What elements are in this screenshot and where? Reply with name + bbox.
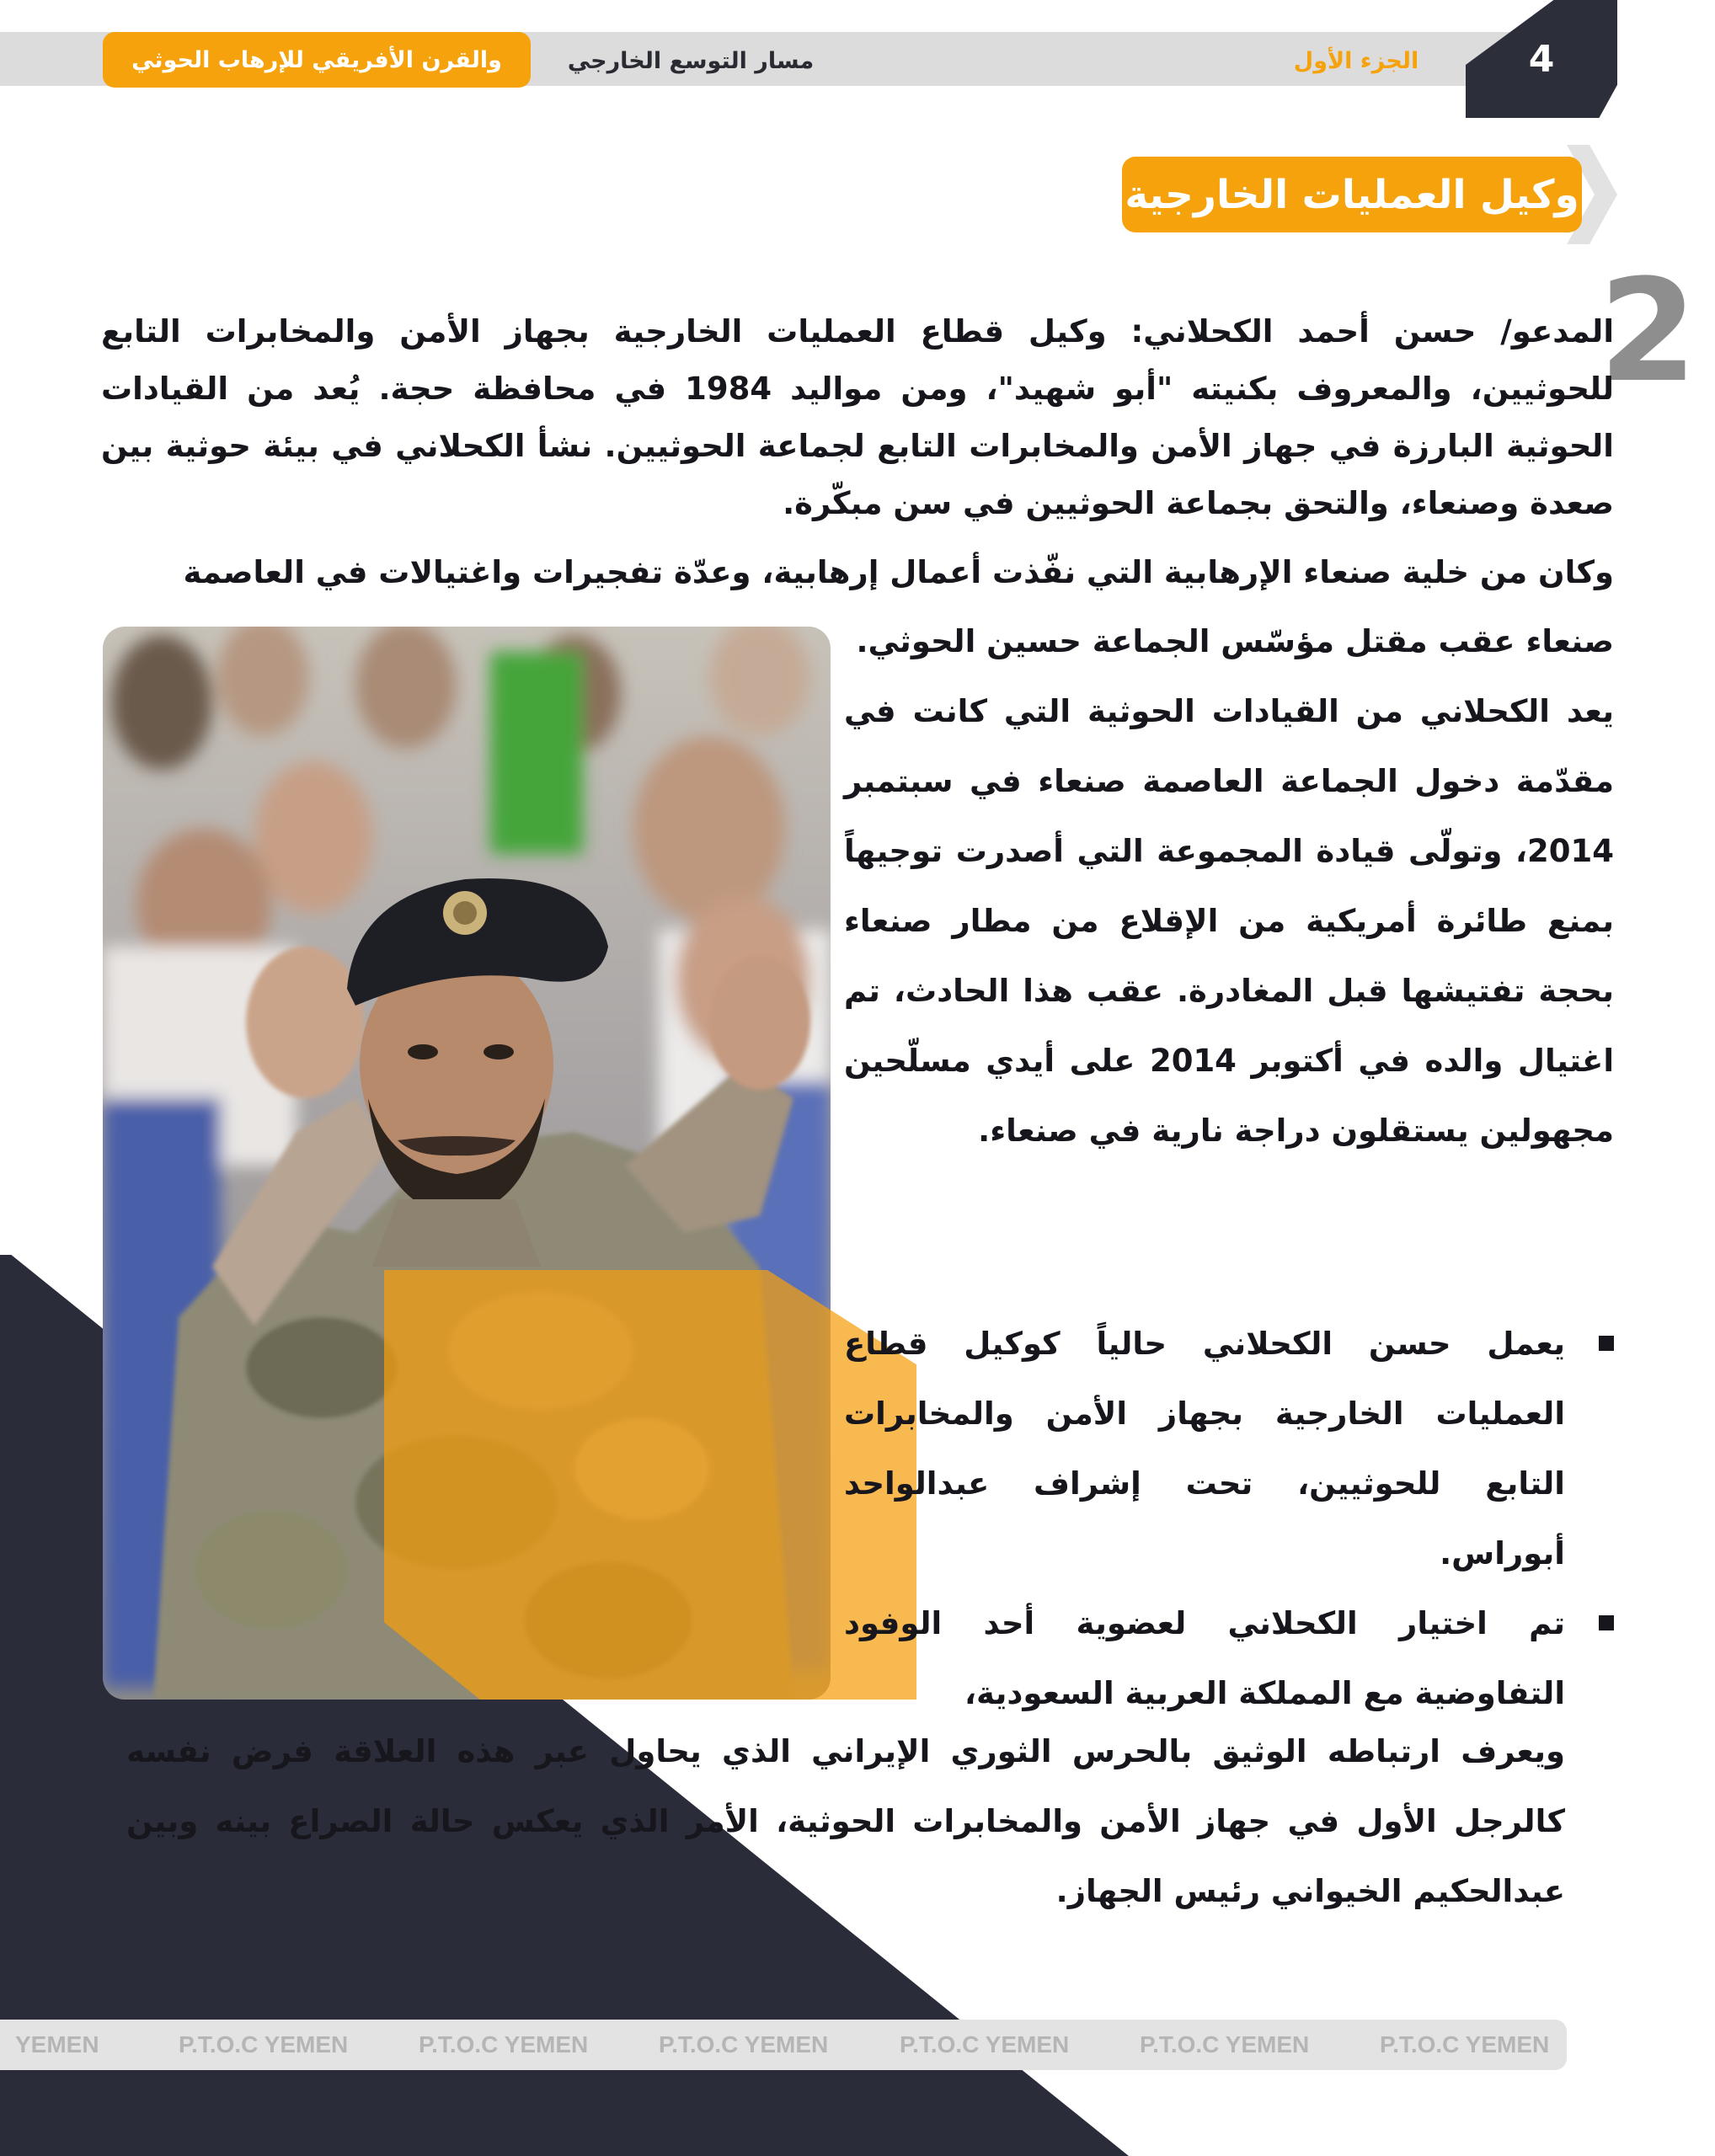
bullet-square-icon [1599, 1615, 1614, 1630]
bullet-text: تم اختيار الكحلاني لعضوية أحد الوفود التفاوضية مع المملكة العربية السعودية، [844, 1605, 1565, 1711]
page-number: 4 [1528, 37, 1555, 81]
header-series-title: مسار التوسع الخارجي [567, 47, 815, 74]
section-number: 2 [1599, 248, 1697, 414]
footer-watermark: P.T.O.C YEMEN [900, 2031, 1070, 2057]
leadership-paragraph: يعد الكحلاني من القيادات الحوثية التي كانت في مقدّمة دخول الجماعة العاصمة صنعاء في سبتمبر 2014، وتولّى قيادة المجموعة التي أصدرت توجيهاً بمنع طائرة أمريكية من الإقلاع من مطار صنعاء بحجة تفتيشها قبل المغادرة. عقب هذا الحادث، تم اغتيال والده في أكتوبر 2014 على أيدي مسلّحين مجهولين يستقلون دراجة نارية في صنعاء. [844, 693, 1615, 1149]
header-pill-title: والقرن الأفريقي للإرهاب الحوثي [103, 32, 531, 88]
footer-watermark: P.T.O.C YEMEN [419, 2031, 589, 2057]
section-title: وكيل العمليات الخارجية [1122, 157, 1582, 232]
footer-watermark: P.T.O.C YEMEN [1140, 2031, 1310, 2057]
cell-paragraph-line: وكان من خلية صنعاء الإرهابية التي نفّذت أعمال إرهابية، وعدّة تفجيرات واغتيالات في العاصمة [183, 554, 1614, 590]
footer-watermark: P.T.O.C YEMEN [659, 2031, 829, 2057]
orange-accent-overlay [384, 1270, 916, 1700]
bullet-item [844, 1588, 1614, 1728]
cell-paragraph-continued: صنعاء عقب مقتل مؤسّس الجماعة حسين الحوثي. [856, 623, 1614, 659]
bullet-item [844, 1309, 1614, 1588]
closing-paragraph: ويعرف ارتباطه الوثيق بالحرس الثوري الإيراني الذي يحاول عبر هذه العلاقة فرض نفسه كالرجل الأول في جهاز الأمن والمخابرات الحوثية، الأمر الذي يعكس حالة الصراع بينه وبين عبدالحكيم الخيواني رئيس الجهاز. [126, 1733, 1565, 1909]
footer-watermark-strip [0, 2020, 1567, 2070]
header-part-label: الجزء الأول [1293, 47, 1419, 74]
footer-watermark: P.T.O.C YEMEN [1380, 2031, 1550, 2057]
footer-watermark: YEMEN [15, 2031, 99, 2057]
right-column [844, 606, 1614, 1166]
intro-paragraph: المدعو/ حسن أحمد الكحلاني: وكيل قطاع العمليات الخارجية بجهاز الأمن والمخابرات التابع للحوثيين، والمعروف بكنيته "أبو شهيد"، ومن مواليد 1984 في محافظة حجة. يُعد من القيادات الحوثية البارزة في جهاز الأمن والمخابرات التابع لجماعة الحوثيين. نشأ الكحلاني في بيئة حوثية بين صعدة وصنعاء، والتحق بجماعة الحوثيين في سن مبكّرة. [101, 313, 1614, 521]
footer-watermark: P.T.O.C YEMEN [179, 2031, 349, 2057]
bullet-square-icon [1599, 1336, 1614, 1351]
bullet-text: يعمل حسن الكحلاني حالياً كوكيل قطاع العمليات الخارجية بجهاز الأمن والمخابرات التابع للحوثيين، تحت إشراف عبدالواحد أبوراس. [844, 1326, 1565, 1572]
bullet-list [844, 1309, 1614, 1728]
